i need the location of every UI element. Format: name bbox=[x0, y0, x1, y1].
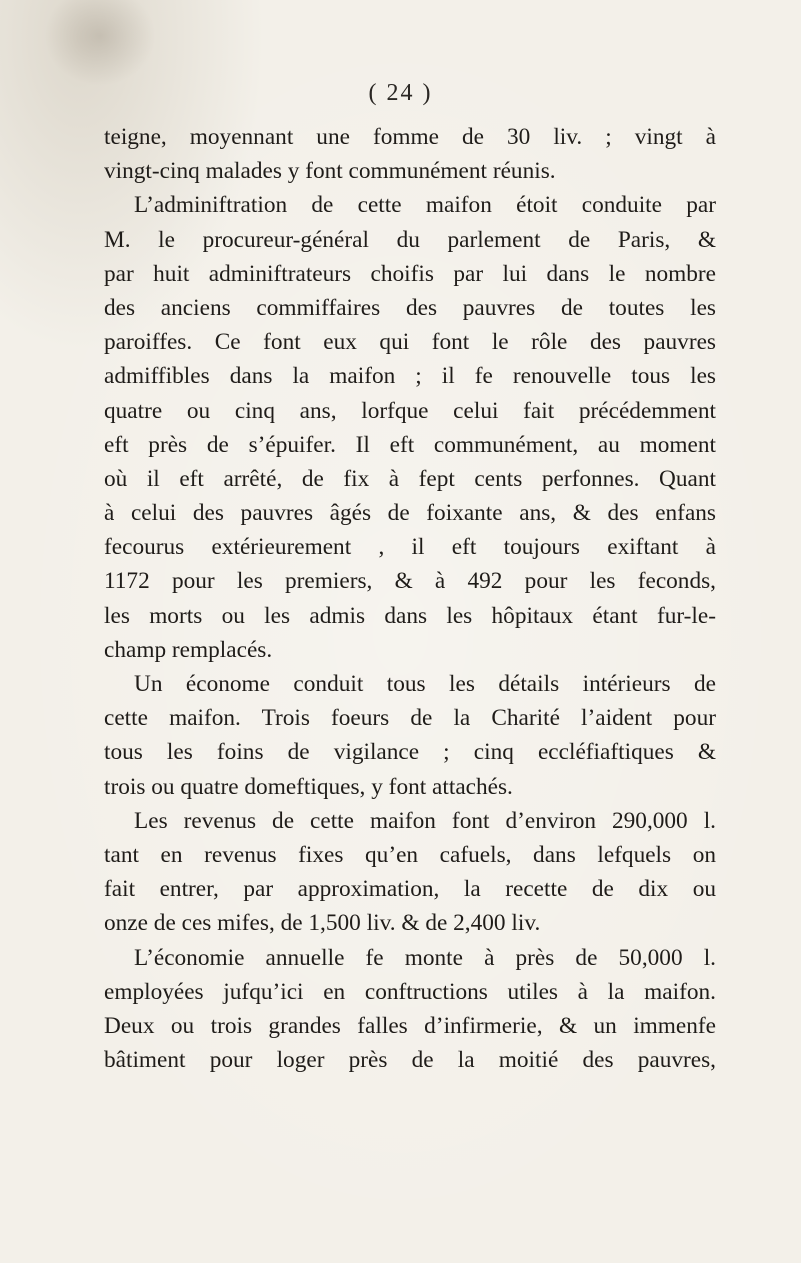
text-line: admiffibles dans la maifon ; il fe renouvelle tous les bbox=[104, 363, 716, 390]
text-line: employées jufqu’ici en conftructions utiles à la maifon. bbox=[104, 978, 716, 1005]
text-line: Un économe conduit tous les détails intérieurs de bbox=[134, 671, 716, 697]
text-line: onze de ces mifes, de 1,500 liv. & de 2,400 liv. bbox=[104, 910, 541, 937]
text-line: Deux ou trois grandes falles d’infirmerie, & un immenfe bbox=[104, 1012, 716, 1039]
text-line: L’adminiftration de cette maifon étoit conduite par bbox=[134, 192, 716, 219]
text-line: 1172 pour les premiers, & à 492 pour les feconds, bbox=[104, 568, 716, 595]
text-line: cette maifon. Trois foeurs de la Charité l’aident pour bbox=[104, 705, 716, 732]
text-line: les morts ou les admis dans les hôpitaux étant fur-le- bbox=[104, 602, 716, 629]
text-line: vingt-cinq malades y font communément réunis. bbox=[104, 158, 556, 185]
text-line: tous les foins de vigilance ; cinq eccléfiaftiques & bbox=[104, 739, 716, 766]
text-line: paroiffes. Ce font eux qui font le rôle des pauvres bbox=[104, 329, 716, 356]
text-line: des anciens commiffaires des pauvres de toutes les bbox=[104, 294, 716, 321]
text-line: quatre ou cinq ans, lorfque celui fait précédemment bbox=[104, 397, 716, 424]
text-line: à celui des pauvres âgés de foixante ans, & des enfans bbox=[104, 500, 716, 527]
text-line: champ remplacés. bbox=[104, 636, 273, 663]
text-line: fait entrer, par approximation, la recette de dix ou bbox=[104, 876, 716, 903]
text-line: par huit adminiftrateurs choifis par lui dans le nombre bbox=[104, 260, 716, 287]
text-line: bâtiment pour loger près de la moitié des pauvres, bbox=[104, 1047, 716, 1074]
text-line: où il eft arrêté, de fix à fept cents perfonnes. Quant bbox=[104, 465, 716, 492]
text-line: fecourus extérieurement , il eft toujours exiftant à bbox=[104, 534, 716, 561]
page-number: ( 24 ) bbox=[368, 80, 433, 106]
body-text bbox=[104, 120, 716, 1077]
text-line: M. le procureur-général du parlement de Paris, & bbox=[104, 226, 716, 253]
paper-stain bbox=[40, 0, 160, 90]
text-line: trois ou quatre domeftiques, y font attachés. bbox=[104, 773, 513, 800]
text-line: teigne, moyennant une fomme de 30 liv. ; vingt à bbox=[104, 124, 716, 150]
text-line: Les revenus de cette maifon font d’environ 290,000 l. bbox=[134, 807, 716, 834]
text-line: tant en revenus fixes qu’en cafuels, dans lefquels on bbox=[104, 841, 716, 868]
text-line: eft près de s’épuifer. Il eft communément, au moment bbox=[104, 431, 716, 458]
text-line: L’économie annuelle fe monte à près de 50,000 l. bbox=[134, 944, 716, 971]
